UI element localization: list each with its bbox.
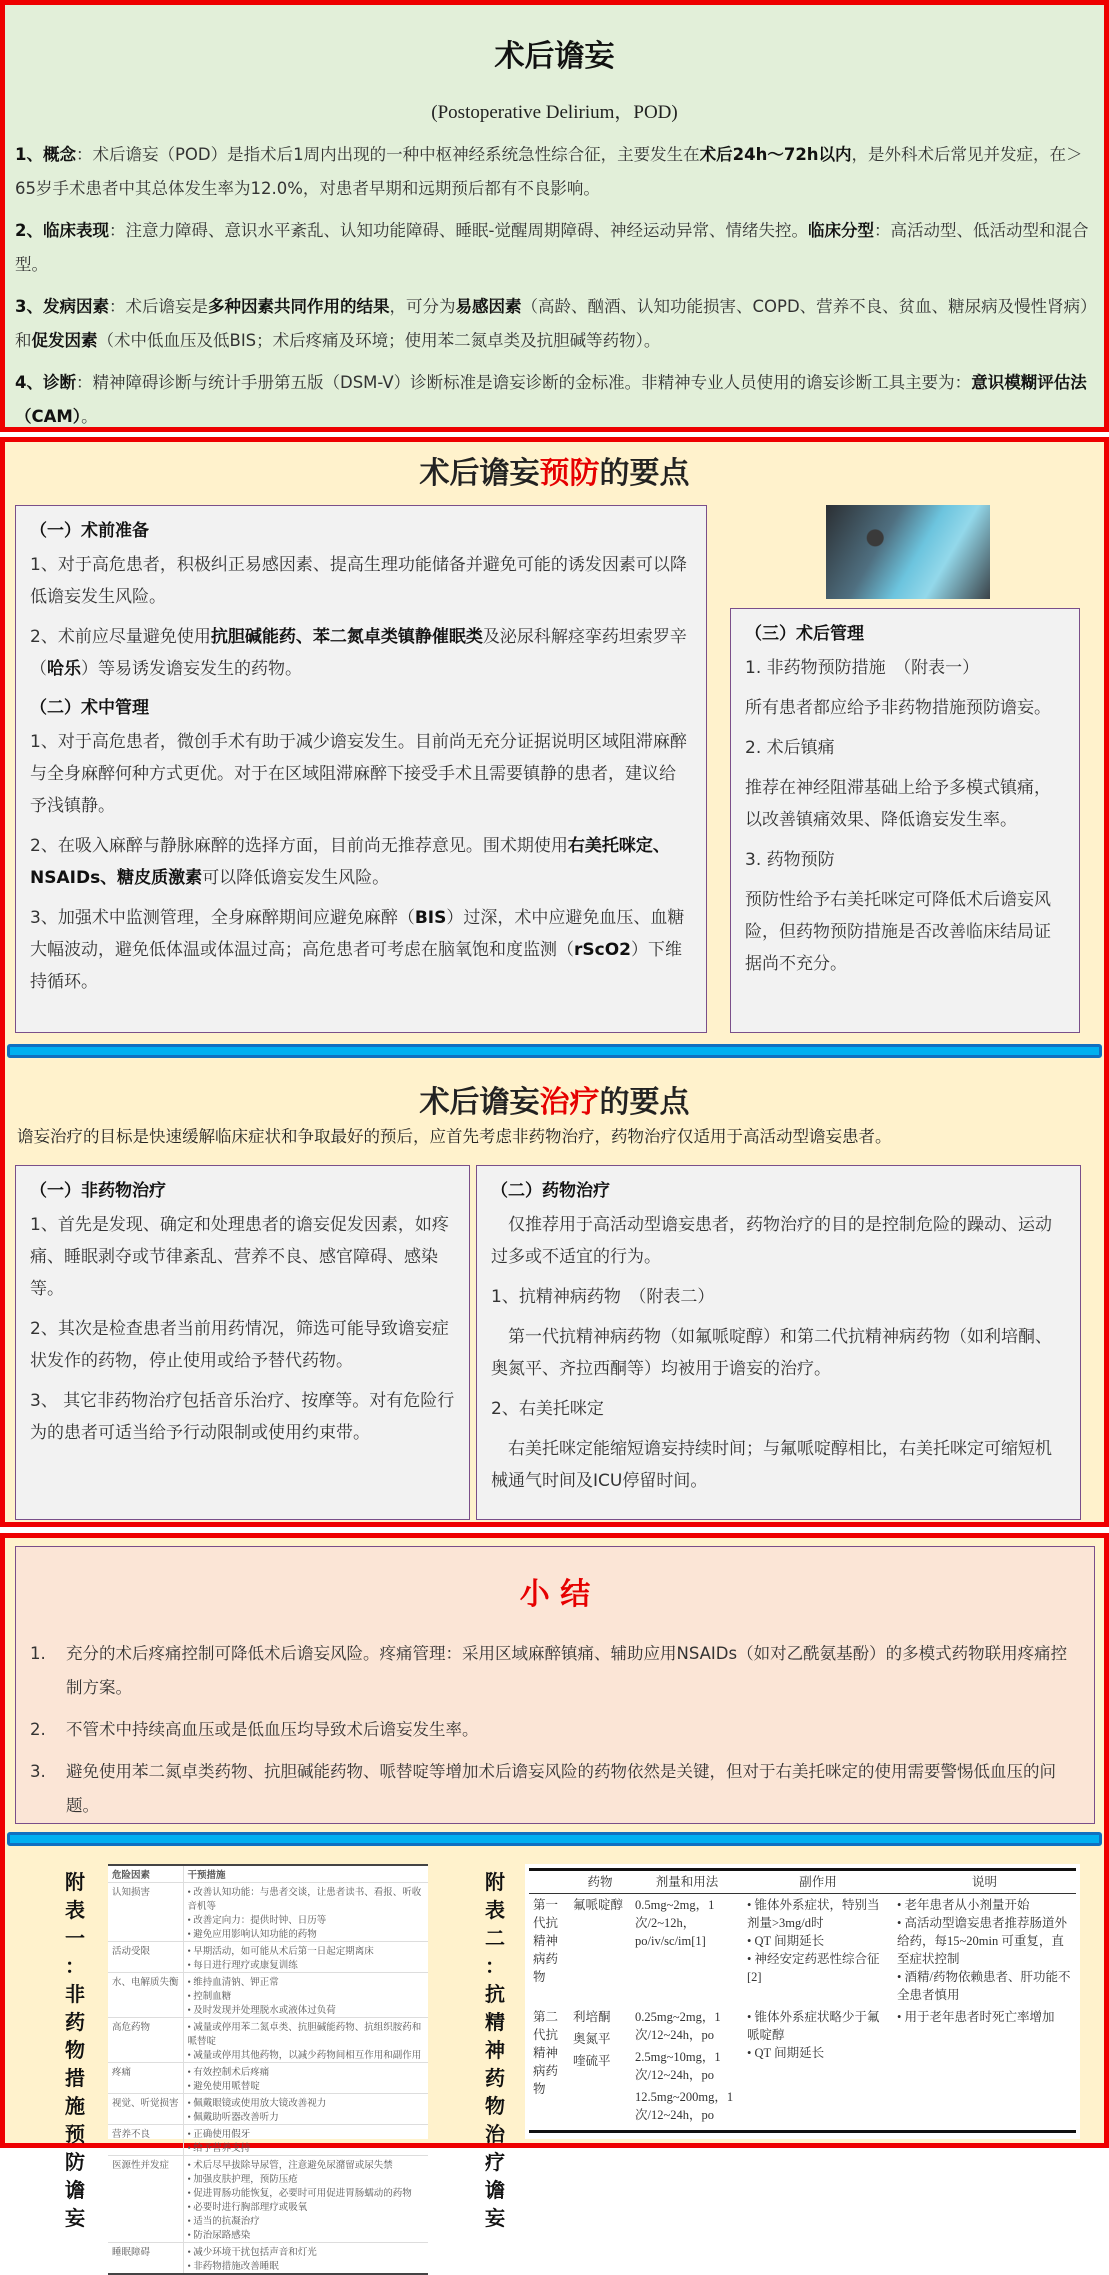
summary-title: 小 结 bbox=[519, 1577, 591, 1612]
summary-item: 3. 避免使用苯二氮卓类药物、抗胆碱能药物、哌替啶等增加术后谵妄风险的药物依然是关键，但对于右美托咪定的使用需要警惕低血压的问题。 bbox=[30, 1762, 1056, 1815]
summary-item: 2. 不管术中持续高血压或是低血压均导致术后谵妄发生率。 bbox=[30, 1720, 479, 1739]
table-row: 活动受限 • 早期活动，如可能从术后第一日起定期离床 • 每日进行理疗或康复训练 bbox=[108, 1942, 428, 1973]
appendix1-table-image bbox=[108, 1864, 428, 2272]
table-row: 认知损害 • 改善认知功能：与患者交谈，让患者读书、看报、听收音机等 • 改善定向力：提供时钟、日历等 • 避免应用影响认知功能的药物 bbox=[108, 1883, 428, 1942]
overview-panel bbox=[0, 0, 1109, 432]
shattered-head-image bbox=[826, 505, 990, 599]
prevention-title: 术后谵妄预防的要点 bbox=[419, 456, 690, 491]
appendix2-label: 附 表 二 ： 抗 精 神 药 物 治 疗 谵 妄 bbox=[485, 1870, 505, 2230]
prevention-treatment-panel bbox=[0, 437, 1109, 1527]
appendix2-table: 药物 剂量和用法 副作用 说明 第一代抗精神病药物 氟哌啶醇 0.5mg~2mg，1 次/2~12h，po/iv/sc/im[1] • 锥体外系症状，特别当剂量>3mg/d时 • QT 间期延长 • 神经安定药恶性综合征[2] • 老年患者从小剂量开始 • 高活动型谵妄患者推荐肠道外给药，每15~20min 可重复，直至症状控制 • 酒精/药物依赖患者、肝功能不全患者慎用 第二代抗精神病药物 利培酮 奥氮平 喹硫平 0.25mg~2mg，1 次/12~24h，po 2.5mg~10mg，1 次/12~24h，po 12.5mg~200mg，1 次/12~24h，po • 锥体外系症状略少于氟哌啶醇 • QT 间期延长 • 用于老年患者时死亡率增加 bbox=[529, 1868, 1076, 2133]
summary-box bbox=[15, 1546, 1095, 1824]
diagnosis-paragraph: 4、诊断：精神障碍诊断与统计手册第五版（DSM-V）诊断标准是谵妄诊断的金标准。非精神专业人员使用的谵妄诊断工具主要为：意识模糊评估法（CAM）。 bbox=[15, 373, 1087, 426]
postop-box: （三）术后管理 1. 非药物预防措施 （附表一） 所有患者都应给予非药物措施预防谵妄。 2. 术后镇痛 推荐在神经阻滞基础上给予多模式镇痛，以改善镇痛效果、降低谵妄发生率。 3. 药物预防 预防性给予右美托咪定可降低术后谵妄风险，但药物预防措施是否改善临床结局证据尚不充分。 bbox=[730, 608, 1080, 1033]
summary-item: 1. 充分的术后疼痛控制可降低术后谵妄风险。疼痛管理：采用区域麻醉镇痛、辅助应用NSAIDs（如对乙酰氨基酚）的多模式药物联用疼痛控制方案。 bbox=[30, 1644, 1068, 1697]
appendix1-table: 危险因素 干预措施 认知损害 • 改善认知功能：与患者交谈，让患者读书、看报、听收音机等 • 改善定向力：提供时钟、日历等 • 避免应用影响认知功能的药物 活动受限 • 早期活动，如可能从术后第一日起定期离床 • 每日进行理疗或康复训练 水、电解质失衡 • 维持血清钠、钾正常 • 控制血糖 • 及时发现并处理脱水或液体过负荷 高危药物 • 减量或停用苯二氮卓类、抗胆碱能药物、抗组织胺药和哌替啶 • 减量或停用其他药物，以减少药物间相互作用和副作用 疼痛 • 有效控制术后疼痛 • 避免使用哌替啶 视觉、听觉损害 • 佩戴眼镜或使用放大镜改善视力 • 佩戴助听器改善听力 营养不良 • 正确使用假牙 • 给予营养支持 医源性并发症 • 术后尽早拔除导尿管，注意避免尿潴留或尿失禁 • 加强皮肤护理，预防压疮 • 促进胃肠功能恢复，必要时可用促进胃肠蠕动的药物 • 必要时进行胸部理疗或吸氧 • 适当的抗凝治疗 • 防治尿路感染 睡眠障碍 • 减少环境干扰包括声音和灯光 • 非药物措施改善睡眠 bbox=[108, 1864, 428, 2275]
treatment-intro: 谵妄治疗的目标是快速缓解临床症状和争取最好的预后，应首先考虑非药物治疗，药物治疗仅适用于高活动型谵妄患者。 bbox=[17, 1127, 892, 1146]
table-row: 水、电解质失衡 • 维持血清钠、钾正常 • 控制血糖 • 及时发现并处理脱水或液体过负荷 bbox=[108, 1973, 428, 2018]
nondrug-box: （一）非药物治疗 1、首先是发现、确定和处理患者的谵妄促发因素，如疼痛、睡眠剥夺或节律紊乱、营养不良、感官障碍、感染等。 2、其次是检查患者当前用药情况，筛选可能导致谵妄症状发作的药物，停止使用或给予替代药物。 3、 其它非药物治疗包括音乐治疗、按摩等。对有危险行为的患者可适当给予行动限制或使用约束带。 bbox=[15, 1165, 470, 1520]
drug-heading: （二）药物治疗 bbox=[491, 1181, 610, 1201]
page-subtitle: (Postoperative Delirium，POD) bbox=[431, 102, 678, 123]
summary-list bbox=[30, 1637, 1080, 1823]
summary-appendix-panel bbox=[0, 1533, 1109, 2272]
table-row: 睡眠障碍 • 减少环境干扰包括声音和灯光 • 非药物措施改善睡眠 bbox=[108, 2243, 428, 2275]
factors-paragraph: 3、发病因素：术后谵妄是多种因素共同作用的结果，可分为易感因素（高龄、酗酒、认知功能损害、COPD、营养不良、贫血、糖尿病及慢性肾病）和促发因素（术中低血压及低BIS；术后疼痛及环境；使用苯二氮卓类及抗胆碱等药物）。 bbox=[15, 297, 1089, 350]
table-row: 高危药物 • 减量或停用苯二氮卓类、抗胆碱能药物、抗组织胺药和哌替啶 • 减量或停用其他药物，以减少药物间相互作用和副作用 bbox=[108, 2018, 428, 2063]
intraop-heading: （二）术中管理 bbox=[30, 698, 149, 718]
table-row: 疼痛 • 有效控制术后疼痛 • 避免使用哌替啶 bbox=[108, 2063, 428, 2094]
treatment-title: 术后谵妄治疗的要点 bbox=[419, 1085, 690, 1120]
appendix1-label: 附 表 一 ： 非 药 物 措 施 预 防 谵 妄 bbox=[65, 1870, 85, 2230]
appendix2-table-image bbox=[525, 1864, 1080, 2139]
postop-heading: （三）术后管理 bbox=[745, 624, 864, 644]
table-row: 视觉、听觉损害 • 佩戴眼镜或使用放大镜改善视力 • 佩戴助听器改善听力 bbox=[108, 2094, 428, 2125]
table-row: 营养不良 • 正确使用假牙 • 给予营养支持 bbox=[108, 2125, 428, 2156]
nondrug-heading: （一）非药物治疗 bbox=[30, 1181, 166, 1201]
preop-heading: （一）术前准备 bbox=[30, 521, 149, 541]
page-title: 术后谵妄 bbox=[494, 39, 615, 74]
preop-intraop-box: （一）术前准备 1、对于高危患者，积极纠正易感因素、提高生理功能储备并避免可能的诱发因素可以降低谵妄发生风险。 2、术前应尽量避免使用抗胆碱能药、苯二氮卓类镇静催眠类及泌尿科解痉挛药坦索罗辛（哈乐）等易诱发谵妄发生的药物。 （二）术中管理 1、对于高危患者，微创手术有助于减少谵妄发生。目前尚无充分证据说明区域阻滞麻醉与全身麻醉何种方式更优。对于在区域阻滞麻醉下接受手术且需要镇静的患者，建议给予浅镇静。 2、在吸入麻醉与静脉麻醉的选择方面，目前尚无推荐意见。围术期使用右美托咪定、 NSAIDs、糖皮质激素可以降低谵妄发生风险。 3、加强术中监测管理，全身麻醉期间应避免麻醉（BIS）过深，术中应避免血压、血糖大幅波动，避免低体温或体温过高；高危患者可考虑在脑氧饱和度监测（rScO2）下维持循环。 bbox=[15, 505, 707, 1033]
table-row: 医源性并发症 • 术后尽早拔除导尿管，注意避免尿潴留或尿失禁 • 加强皮肤护理，预防压疮 • 促进胃肠功能恢复，必要时可用促进胃肠蠕动的药物 • 必要时进行胸部理疗或吸氧 • 适当的抗凝治疗 • 防治尿路感染 bbox=[108, 2156, 428, 2243]
concept-paragraph: 1、概念：术后谵妄（POD）是指术后1周内出现的一种中枢神经系统急性综合征，主要发生在术后24h～72h以内，是外科术后常见并发症，在＞65岁手术患者中其总体发生率为12.0%，对患者早期和远期预后都有不良影响。 bbox=[15, 145, 1083, 198]
drug-box: （二）药物治疗 仅推荐用于高活动型谵妄患者，药物治疗的目的是控制危险的躁动、运动过多或不适宜的行为。 1、抗精神病药物 （附表二） 第一代抗精神病药物（如氟哌啶醇）和第二代抗精神病药物（如利培酮、奥氮平、齐拉西酮等）均被用于谵妄的治疗。 2、右美托咪定 右美托咪定能缩短谵妄持续时间；与氟哌啶醇相比，右美托咪定可缩短机械通气时间及ICU停留时间。 bbox=[476, 1165, 1081, 1520]
section-divider bbox=[7, 1832, 1102, 1846]
clinical-paragraph: 2、临床表现：注意力障碍、意识水平紊乱、认知功能障碍、睡眠-觉醒周期障碍、神经运动异常、情绪失控。临床分型：高活动型、低活动型和混合型。 bbox=[15, 221, 1089, 274]
section-divider bbox=[7, 1044, 1102, 1058]
